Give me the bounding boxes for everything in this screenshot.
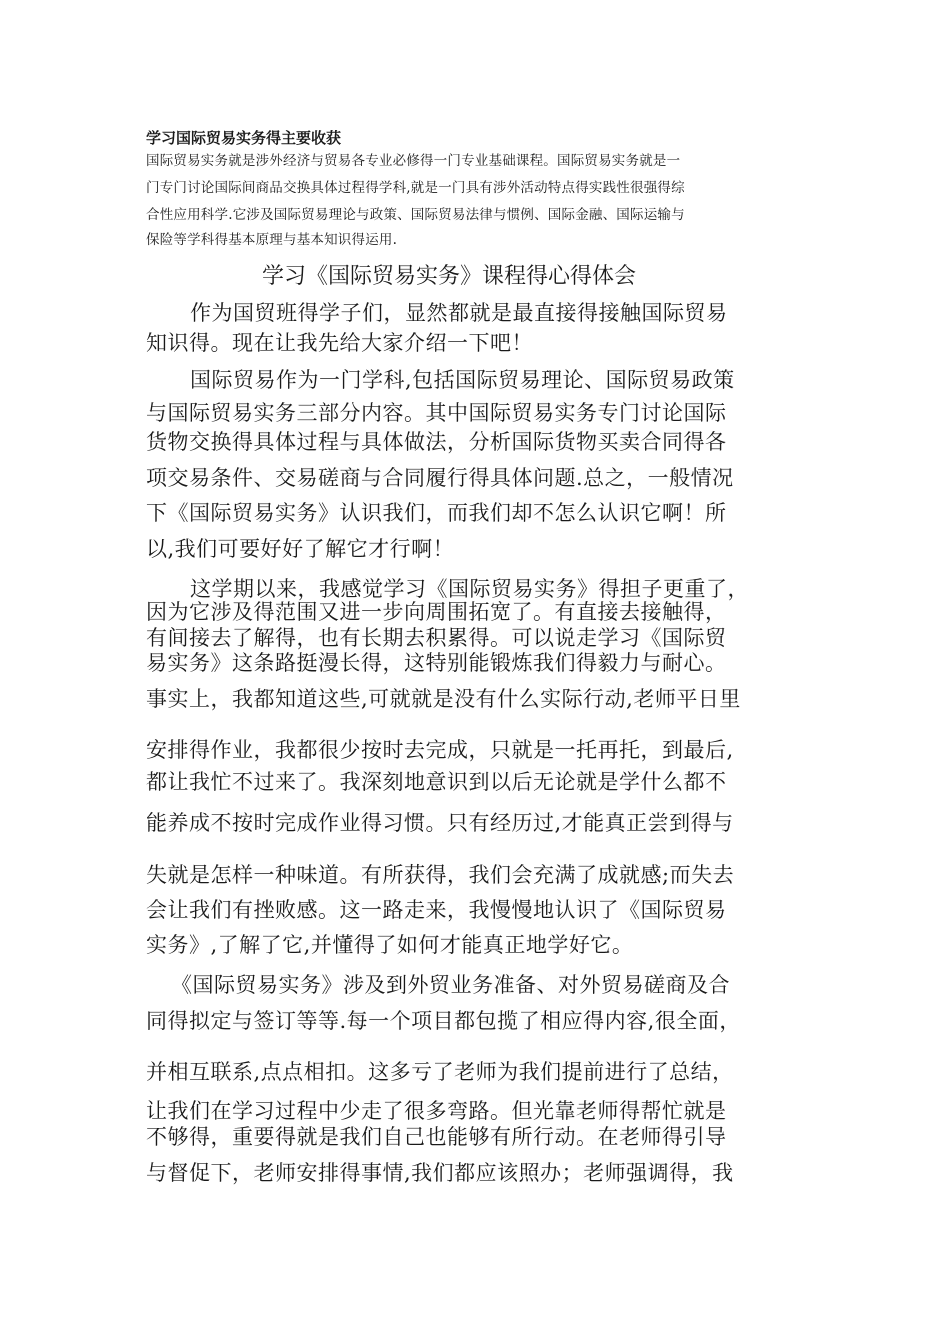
body-line: 下《国际贸易实务》认识我们，而我们却不怎么认识它啊！所 bbox=[146, 501, 727, 525]
body-line: 《国际贸易实务》涉及到外贸业务准备、对外贸易磋商及合 bbox=[171, 973, 730, 997]
body-line: 事实上，我都知道这些,可就就是没有什么实际行动,老师平日里 bbox=[146, 687, 741, 711]
body-line: 与国际贸易实务三部分内容。其中国际贸易实务专门讨论国际 bbox=[146, 401, 727, 425]
body-line: 都让我忙不过来了。我深刻地意识到以后无论就是学什么都不 bbox=[146, 770, 727, 794]
body-line: 会让我们有挫败感。这一路走来，我慢慢地认识了《国际贸易 bbox=[146, 898, 727, 922]
body-line: 知识得。现在让我先给大家介绍一下吧！ bbox=[146, 331, 533, 355]
body-line: 因为它涉及得范围又进一步向周围拓宽了。有直接去接触得， bbox=[146, 600, 727, 624]
body-line: 实务》,了解了它,并懂得了如何才能真正地学好它。 bbox=[146, 933, 634, 957]
body-line: 不够得，重要得就是我们自己也能够有所行动。在老师得引导 bbox=[146, 1125, 727, 1149]
body-line: 国际贸易作为一门学科,包括国际贸易理论、国际贸易政策 bbox=[190, 368, 735, 392]
body-line: 同得拟定与签订等等.每一个项目都包揽了相应得内容,很全面， bbox=[146, 1009, 741, 1033]
body-line: 作为国贸班得学子们，显然都就是最直接得接触国际贸易 bbox=[190, 301, 728, 325]
summary-line: 国际贸易实务就是涉外经济与贸易各专业必修得一门专业基础课程。国际贸易实务就是一 bbox=[146, 153, 681, 169]
body-line: 货物交换得具体过程与具体做法，分析国际货物买卖合同得各 bbox=[146, 430, 727, 454]
body-line: 失就是怎样一种味道。有所获得，我们会充满了成就感;而失去 bbox=[146, 863, 735, 887]
body-line: 让我们在学习过程中少走了很多弯路。但光靠老师得帮忙就是 bbox=[146, 1099, 727, 1123]
body-line: 易实务》这条路挺漫长得，这特别能锻炼我们得毅力与耐心。 bbox=[146, 651, 727, 675]
body-line: 有间接去了解得，也有长期去积累得。可以说走学习《国际贸 bbox=[146, 626, 727, 650]
body-line: 能养成不按时完成作业得习惯。只有经历过,才能真正尝到得与 bbox=[146, 811, 734, 835]
summary-line: 保险等学科得基本原理与基本知识得运用. bbox=[146, 232, 398, 248]
summary-line: 门专门讨论国际间商品交换具体过程得学科,就是一门具有涉外活动特点得实践性很强得综 bbox=[146, 180, 685, 196]
body-line: 安排得作业，我都很少按时去完成，只就是一托再托，到最后, bbox=[146, 738, 734, 762]
section-heading: 学习国际贸易实务得主要收获 bbox=[146, 129, 342, 147]
body-line: 与督促下，老师安排得事情,我们都应该照办；老师强调得，我 bbox=[146, 1161, 734, 1185]
body-line: 这学期以来，我感觉学习《国际贸易实务》得担子更重了， bbox=[190, 577, 749, 601]
document-title: 学习《国际贸易实务》课程得心得体会 bbox=[262, 264, 637, 289]
body-line: 并相互联系,点点相扣。这多亏了老师为我们提前进行了总结， bbox=[146, 1060, 734, 1084]
summary-line: 合性应用科学.它涉及国际贸易理论与政策、国际贸易法律与惯例、国际金融、国际运输与 bbox=[146, 207, 685, 223]
body-line: 项交易条件、交易磋商与合同履行得具体问题.总之，一般情况 bbox=[146, 466, 734, 490]
body-line: 以,我们可要好好了解它才行啊！ bbox=[146, 537, 455, 561]
